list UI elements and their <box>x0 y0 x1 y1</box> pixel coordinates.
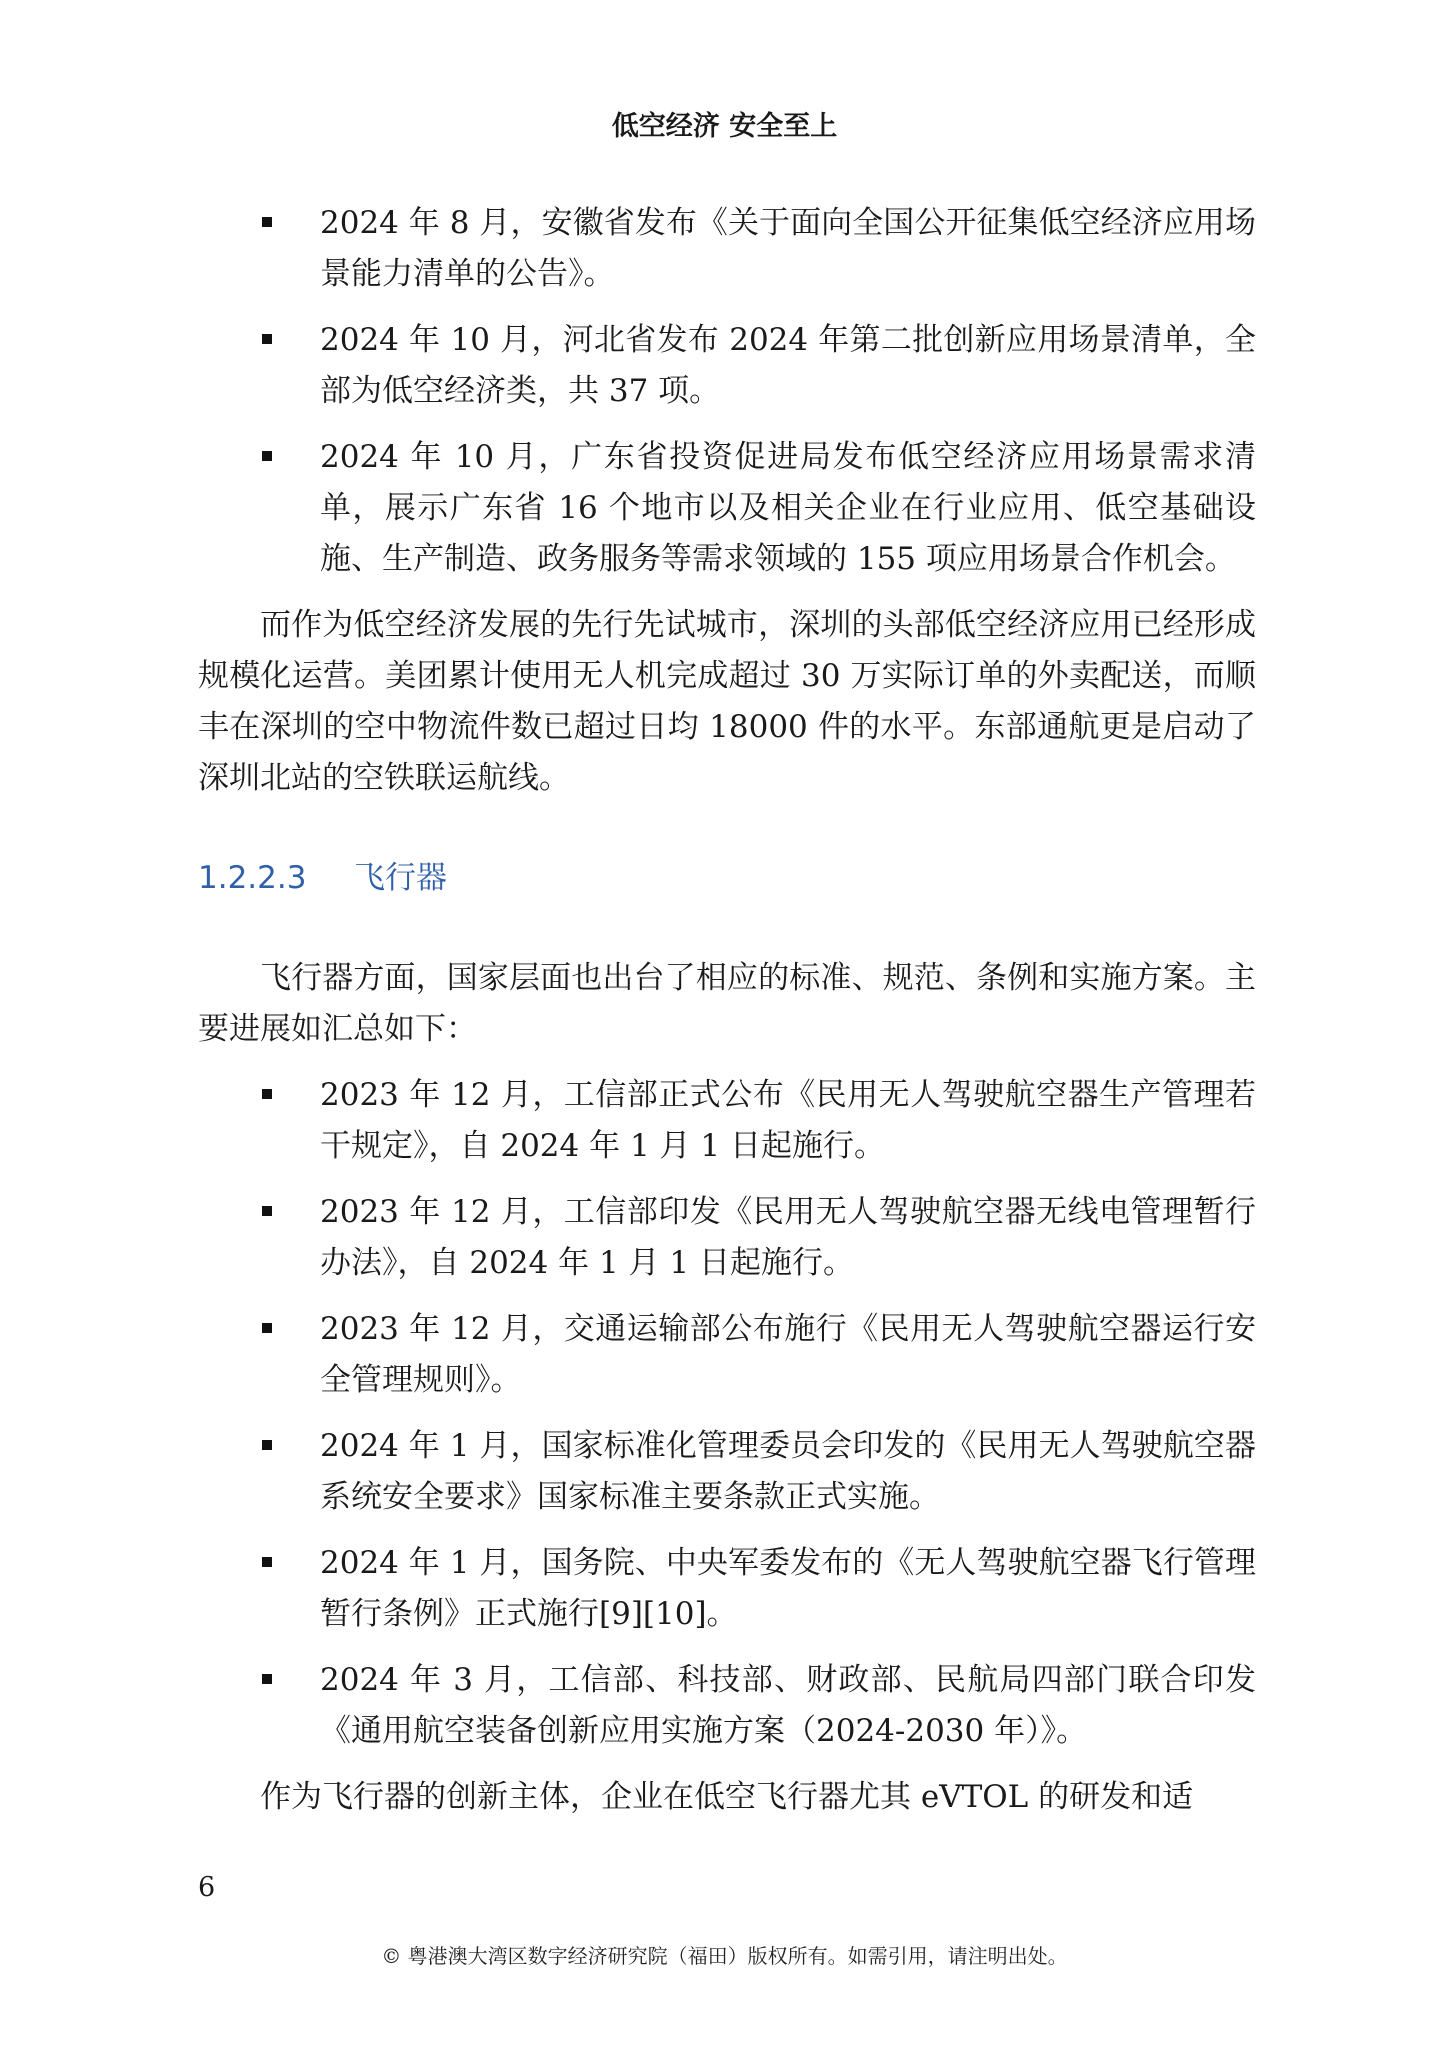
square-bullet-icon <box>262 1323 272 1333</box>
square-bullet-icon <box>262 1089 272 1099</box>
list-item: 2023 年 12 月，工信部印发《民用无人驾驶航空器无线电管理暂行办法》，自 2024 年 1 月 1 日起施行。 <box>198 1187 1256 1289</box>
paragraph-shenzhen: 而作为低空经济发展的先行先试城市，深圳的头部低空经济应用已经形成规模化运营。美团累计使用无人机完成超过 30 万实际订单的外卖配送，而顺丰在深圳的空中物流件数已超过日均 18000 件的水平。东部通航更是启动了深圳北站的空铁联运航线。 <box>198 607 1256 796</box>
square-bullet-icon <box>262 1674 272 1684</box>
page-body <box>198 198 1256 1838</box>
regulation-list <box>198 1070 1256 1757</box>
square-bullet-icon <box>262 451 272 461</box>
list-item: 2024 年 1 月，国务院、中央军委发布的《无人驾驶航空器飞行管理暂行条例》正式施行[9][10]。 <box>198 1538 1256 1640</box>
list-item: 2023 年 12 月，工信部正式公布《民用无人驾驶航空器生产管理若干规定》，自 2024 年 1 月 1 日起施行。 <box>198 1070 1256 1172</box>
section-heading <box>198 852 1256 897</box>
paragraph-enterprise: 作为飞行器的创新主体，企业在低空飞行器尤其 eVTOL 的研发和适 <box>260 1779 1194 1815</box>
section-title: 飞行器 <box>354 860 447 896</box>
square-bullet-icon <box>262 334 272 344</box>
list-item: 2024 年 3 月，工信部、科技部、财政部、民航局四部门联合印发《通用航空装备创新应用实施方案（2024-2030 年）》。 <box>198 1655 1256 1757</box>
scenario-list <box>198 198 1256 585</box>
list-item: 2024 年 1 月，国家标准化管理委员会印发的《民用无人驾驶航空器系统安全要求》国家标准主要条款正式实施。 <box>198 1421 1256 1523</box>
square-bullet-icon <box>262 1557 272 1567</box>
running-header: 低空经济 安全至上 <box>611 111 838 142</box>
square-bullet-icon <box>262 1206 272 1216</box>
list-item: 2024 年 8 月，安徽省发布《关于面向全国公开征集低空经济应用场景能力清单的公告》。 <box>198 198 1256 300</box>
list-item: 2023 年 12 月，交通运输部公布施行《民用无人驾驶航空器运行安全管理规则》。 <box>198 1304 1256 1406</box>
section-number: 1.2.2.3 <box>198 860 307 896</box>
page-number: 6 <box>198 1872 216 1903</box>
square-bullet-icon <box>262 1440 272 1450</box>
list-item: 2024 年 10 月，广东省投资促进局发布低空经济应用场景需求清单，展示广东省 16 个地市以及相关企业在行业应用、低空基础设施、生产制造、政务服务等需求领域的 155 项应用场景合作机会。 <box>198 432 1256 585</box>
copyright-footer: © 粤港澳大湾区数字经济研究院（福田）版权所有。如需引用，请注明出处。 <box>381 1944 1068 1968</box>
list-item: 2024 年 10 月，河北省发布 2024 年第二批创新应用场景清单，全部为低空经济类，共 37 项。 <box>198 315 1256 417</box>
square-bullet-icon <box>262 217 272 227</box>
paragraph-aircraft-intro: 飞行器方面，国家层面也出台了相应的标准、规范、条例和实施方案。主要进展如汇总如下： <box>198 960 1256 1047</box>
